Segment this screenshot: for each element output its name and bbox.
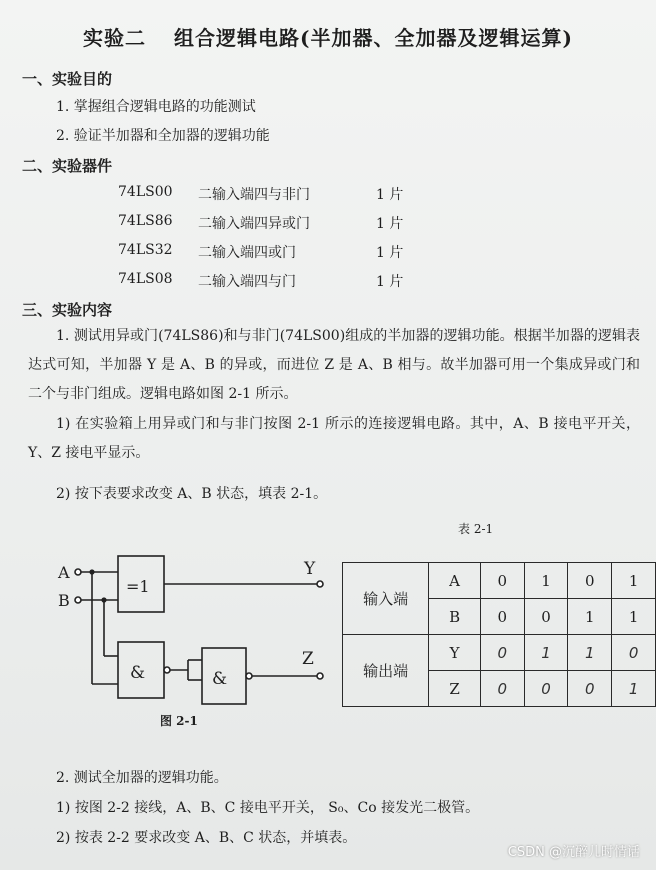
handwritten-cell: 0 (524, 671, 568, 707)
purpose-item-1: 1. 掌握组合逻辑电路的功能测试 (56, 99, 256, 115)
section-heading-equipment: 二、实验器件 (22, 157, 113, 175)
output-z-node (317, 673, 323, 679)
part-number: 74LS00 (118, 184, 173, 200)
handwritten-cell: 0 (612, 635, 656, 671)
part-quantity: 1 片 (376, 216, 404, 232)
page-title (0, 22, 656, 51)
output-y-label: Y (304, 559, 316, 579)
watermark: CSDN @沉醉儿时情话 (507, 845, 640, 860)
table-row (343, 563, 656, 599)
truth-table (342, 562, 656, 707)
handwritten-cell: 1 (612, 671, 656, 707)
row-label-z: Z (429, 671, 481, 707)
table-cell: 1 (568, 599, 612, 635)
nand-gate-2-label: & (212, 669, 228, 689)
table-cell: 0 (480, 599, 524, 635)
row-label-b: B (429, 599, 481, 635)
part-quantity: 1 片 (376, 274, 404, 290)
section-heading-content: 三、实验内容 (22, 301, 113, 319)
row-label-a: A (429, 563, 481, 599)
part-quantity: 1 片 (376, 245, 404, 261)
handwritten-cell: 0 (480, 671, 524, 707)
table-cell: 1 (612, 563, 656, 599)
section-heading-purpose: 一、实验目的 (22, 70, 113, 88)
circuit-diagram (56, 548, 328, 708)
handwritten-cell: 1 (568, 635, 612, 671)
part-description: 二输入端四异或门 (198, 216, 310, 232)
input-group-label: 输入端 (343, 563, 429, 635)
part-description: 二输入端四与非门 (198, 187, 310, 203)
part-number: 74LS08 (118, 271, 173, 287)
part-number: 74LS86 (118, 213, 173, 229)
input-a-node (75, 569, 81, 575)
table-caption: 表 2-1 (458, 522, 494, 536)
output-group-label: 输出端 (343, 635, 429, 707)
output-y-node (317, 581, 323, 587)
part-quantity: 1 片 (376, 187, 404, 203)
experiment-name: 组合逻辑电路(半加器、全加器及逻辑运算) (174, 26, 573, 50)
input-a-label: A (58, 563, 70, 582)
purpose-item-2: 2. 验证半加器和全加器的逻辑功能 (56, 128, 270, 144)
handwritten-cell: 0 (480, 635, 524, 671)
content-step-4: 2) 按表 2-2 要求改变 A、B、C 状态，并填表。 (56, 830, 357, 846)
table-row (343, 635, 656, 671)
part-number: 74LS32 (118, 242, 173, 258)
part-description: 二输入端四或门 (198, 245, 296, 261)
nand-gate-1-label: & (130, 663, 146, 683)
table-cell: 0 (524, 599, 568, 635)
content-paragraph-1: 1. 测试用异或门(74LS86)和与非门(74LS00)组成的半加器的逻辑功能。根据半加器的逻辑表达式可知，半加器 Y 是 A、B 的异或，而进位 Z 是 A、B 相与。故半加器可用一个集成异或门和二个与非门组成。逻辑电路如图 2-1 所示。 (28, 328, 640, 402)
table-cell: 0 (568, 563, 612, 599)
content-step-3: 1) 按图 2-2 接线，A、B、C 接电平开关， S₀、Co 接发光二极管。 (56, 800, 480, 816)
content-step-2: 2) 按下表要求改变 A、B 状态，填表 2-1。 (56, 486, 328, 502)
input-b-node (75, 597, 81, 603)
figure-caption: 图 2-1 (160, 714, 198, 728)
xor-gate-label: =1 (126, 577, 150, 596)
part-description: 二输入端四与门 (198, 274, 296, 290)
table-cell: 1 (524, 563, 568, 599)
table-cell: 1 (612, 599, 656, 635)
content-step-1: 1) 在实验箱上用异或门和与非门按图 2-1 所示的连接逻辑电路。其中，A、B 接电平开关，Y、Z 接电平显示。 (28, 416, 640, 461)
experiment-number: 实验二 (83, 26, 147, 50)
row-label-y: Y (429, 635, 481, 671)
handwritten-cell: 1 (524, 635, 568, 671)
handwritten-cell: 0 (568, 671, 612, 707)
input-b-label: B (58, 591, 70, 610)
output-z-label: Z (302, 649, 314, 669)
table-cell: 0 (480, 563, 524, 599)
content-paragraph-2: 2. 测试全加器的逻辑功能。 (56, 770, 228, 786)
